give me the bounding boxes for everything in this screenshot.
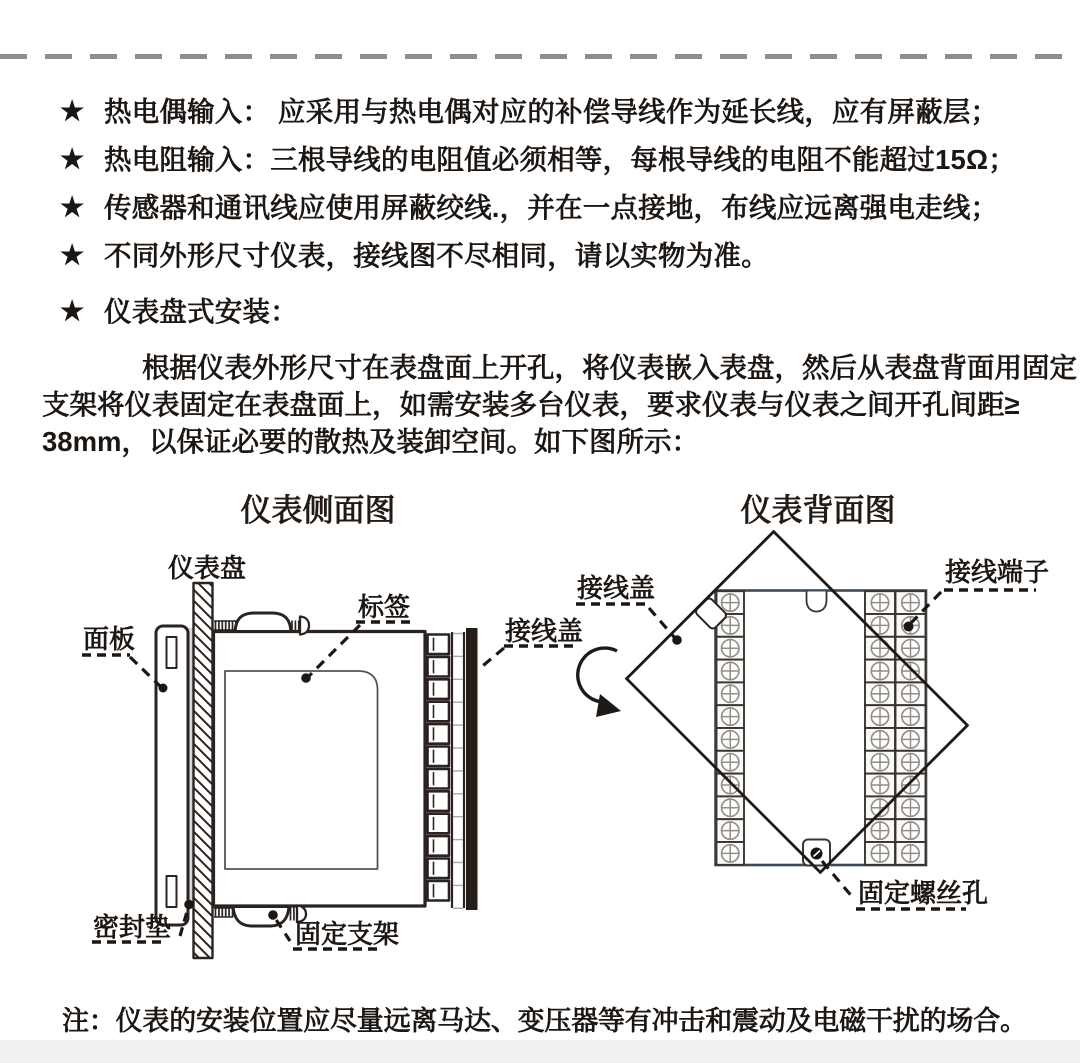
callout-dot xyxy=(301,673,311,683)
back-view-diagram xyxy=(576,532,1049,909)
paragraph-line: 38mm，以保证必要的散热及装卸空间。如下图所示： xyxy=(42,426,699,457)
callout-pointer xyxy=(479,648,504,669)
star-icon: ★ xyxy=(60,240,85,270)
bracket-label: 固定支架 xyxy=(295,919,400,949)
terminal-rail-rungs xyxy=(453,634,463,909)
side-view-diagram xyxy=(82,553,583,958)
screw-head xyxy=(300,617,309,635)
callout-pointer xyxy=(822,861,854,899)
sticker-label: 标签 xyxy=(358,592,411,622)
callout-dot xyxy=(184,900,194,910)
wiring-cover-bar xyxy=(466,628,478,910)
sticker-shape xyxy=(225,671,378,869)
paragraph-line: 根据仪表外形尺寸在表盘面上开孔，将仪表嵌入表盘，然后从表盘背面用固定 xyxy=(142,352,1077,383)
bullet-text: 热电阻输入：三根导线的电阻值必须相等，每根导线的电阻不能超过15Ω； xyxy=(104,144,1016,175)
back-view-title: 仪表背面图 xyxy=(740,493,896,528)
top-notch xyxy=(807,592,827,612)
bullet-list xyxy=(60,95,1050,343)
screw-hole-label: 固定螺丝孔 xyxy=(858,878,989,908)
star-icon: ★ xyxy=(60,144,85,174)
bracket-hump xyxy=(233,907,289,927)
screw-thread xyxy=(216,621,236,631)
callout-dot xyxy=(904,622,914,632)
page-dashed-divider xyxy=(0,54,1080,59)
rotation-arrow-icon xyxy=(578,648,621,717)
front-panel-slot-bottom xyxy=(167,876,177,907)
bracket-hump xyxy=(235,613,291,632)
star-icon: ★ xyxy=(60,296,85,326)
fixing-screw-hole xyxy=(803,840,830,866)
bullet-text: 仪表盘式安装： xyxy=(104,296,298,327)
installation-paragraph xyxy=(42,349,1077,460)
bullet-thermocouple xyxy=(60,95,1050,128)
bullet-sensor-wiring xyxy=(60,191,1050,224)
screw-thread xyxy=(292,621,299,631)
star-icon: ★ xyxy=(60,192,85,222)
callout-dot xyxy=(268,910,278,920)
terminals-label: 接线端子 xyxy=(945,557,1050,587)
panel-board-label: 仪表盘 xyxy=(168,553,247,583)
bottom-bracket xyxy=(214,906,306,927)
gasket-label: 密封垫 xyxy=(93,912,172,942)
front-panel-slot-top xyxy=(167,637,177,668)
callout-dot xyxy=(159,684,168,693)
bullet-text: 热电偶输入： 应采用与热电偶对应的补偿导线作为延长线，应有屏蔽层； xyxy=(104,96,999,127)
wiring-cover-label: 接线盖 xyxy=(577,573,656,603)
bullet-text: 传感器和通讯线应使用屏蔽绞线.，并在一点接地，布线应远离强电走线； xyxy=(104,192,999,223)
panel-board-hatched-bar xyxy=(194,583,213,958)
side-view-title: 仪表侧面图 xyxy=(240,493,396,528)
star-icon: ★ xyxy=(60,96,85,126)
bullet-rtd xyxy=(60,143,1050,176)
front-panel-label: 面板 xyxy=(83,624,136,654)
bullet-text: 不同外形尺寸仪表，接线图不尽相同，请以实物为准。 xyxy=(104,240,769,271)
terminal-ladder xyxy=(428,635,450,901)
wiring-cover-label: 接线盖 xyxy=(505,616,584,646)
bullet-dimensions xyxy=(60,239,1050,272)
screw-thread xyxy=(216,908,233,918)
installation-diagrams xyxy=(0,478,1080,980)
callout-dot xyxy=(672,635,682,645)
bullet-panel-mount xyxy=(60,295,1050,328)
paragraph-line: 支架将仪表固定在表盘面上，如需安装多台仪表，要求仪表与仪表之间开孔间距≥ xyxy=(42,389,1020,420)
installation-note: 注：仪表的安装位置应尽量远离马达、变压器等有冲击和震动及电磁干扰的场合。 xyxy=(62,1006,1027,1036)
footer-strip xyxy=(0,1040,1080,1063)
callout-pointer xyxy=(649,608,674,637)
